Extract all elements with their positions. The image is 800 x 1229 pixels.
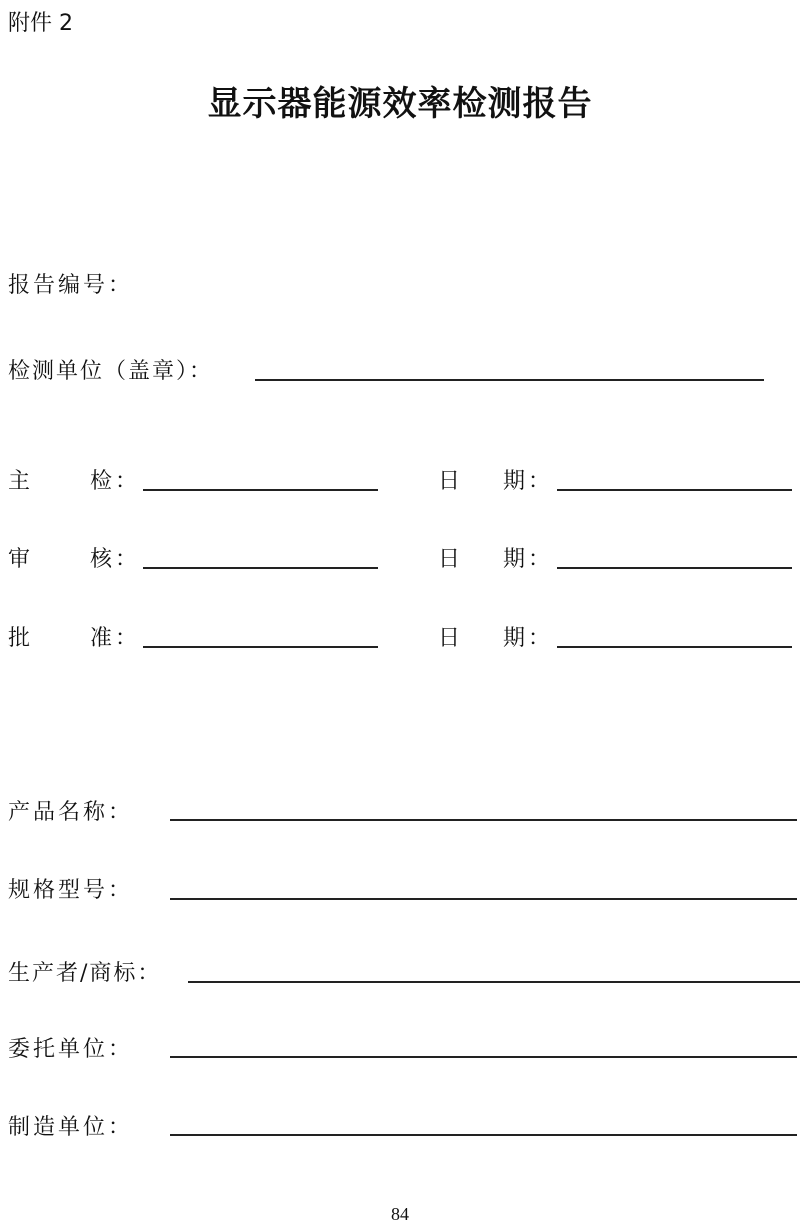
reviewer-date-field[interactable] <box>557 567 792 569</box>
product-name-field[interactable] <box>170 819 797 821</box>
client-unit-field[interactable] <box>170 1056 797 1058</box>
product-name-label: 产品名称： <box>8 800 134 825</box>
date-label-second: 期： <box>503 547 554 572</box>
date-label-second: 期： <box>503 626 554 651</box>
manufacturer-field[interactable] <box>170 1134 797 1136</box>
date-label-first: 日 <box>438 547 464 572</box>
producer-brand-label: 生产者/商标： <box>8 961 162 986</box>
model-spec-label: 规格型号： <box>8 878 134 903</box>
role-label-second: 核： <box>90 547 141 572</box>
role-label-first: 批 <box>8 626 34 651</box>
manufacturer-label: 制造单位： <box>8 1115 134 1140</box>
role-label-first: 主 <box>8 469 34 494</box>
report-number-label: 报告编号： <box>8 273 134 298</box>
model-spec-field[interactable] <box>170 898 797 900</box>
approver-date-field[interactable] <box>557 646 792 648</box>
inspector-date-field[interactable] <box>557 489 792 491</box>
date-label-first: 日 <box>438 626 464 651</box>
client-unit-label: 委托单位： <box>8 1037 134 1062</box>
role-label-second: 检： <box>90 469 141 494</box>
date-label-first: 日 <box>438 469 464 494</box>
test-unit-field[interactable] <box>255 379 764 381</box>
date-label-second: 期： <box>503 469 554 494</box>
attachment-label: 附件 2 <box>8 11 73 36</box>
producer-brand-field[interactable] <box>188 981 800 983</box>
approver-signature-field[interactable] <box>143 646 378 648</box>
page-title: 显示器能源效率检测报告 <box>207 84 593 124</box>
role-label-second: 准： <box>90 626 141 651</box>
role-label-first: 审 <box>8 547 34 572</box>
inspector-signature-field[interactable] <box>143 489 378 491</box>
test-unit-label: 检测单位（盖章）： <box>8 359 214 384</box>
reviewer-signature-field[interactable] <box>143 567 378 569</box>
page-number: 84 <box>391 1204 409 1224</box>
